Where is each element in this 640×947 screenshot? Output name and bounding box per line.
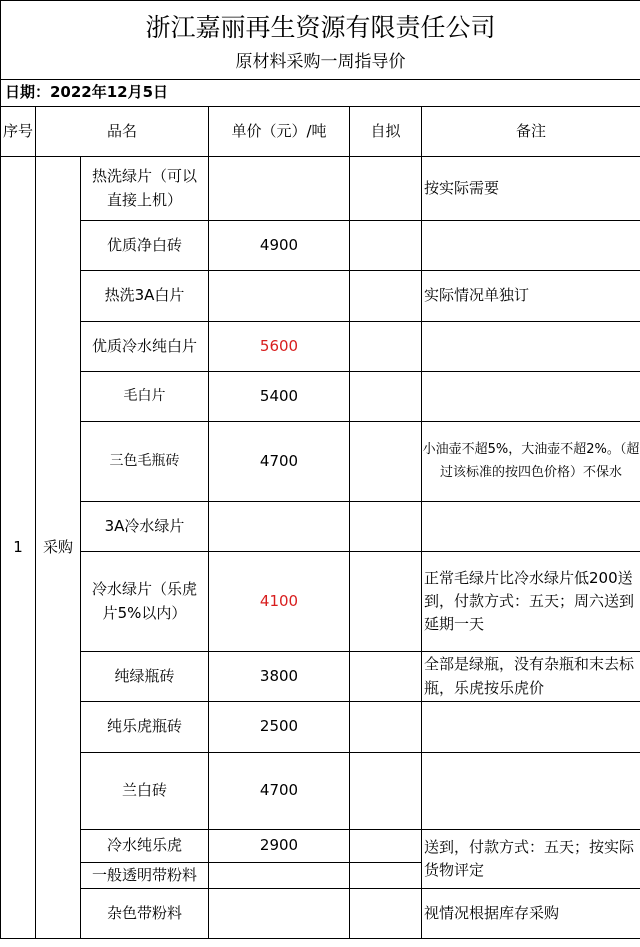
page-subtitle: 原材料采购一周指导价 bbox=[1, 49, 640, 80]
header-name: 品名 bbox=[36, 107, 209, 157]
item-self bbox=[350, 863, 422, 889]
seq-cell: 1 bbox=[1, 157, 36, 939]
item-name: 兰白砖 bbox=[81, 753, 209, 830]
table-row bbox=[1, 271, 640, 322]
item-name: 热洗绿片（可以直接上机） bbox=[81, 157, 209, 221]
item-price: 3800 bbox=[209, 652, 350, 702]
item-price: 2900 bbox=[209, 830, 350, 863]
item-remark: 按实际需要 bbox=[422, 157, 640, 221]
item-name: 一般透明带粉料 bbox=[81, 863, 209, 889]
table-row bbox=[1, 552, 640, 652]
table-row bbox=[1, 502, 640, 552]
item-self bbox=[350, 889, 422, 939]
table-row bbox=[1, 372, 640, 422]
item-price bbox=[209, 271, 350, 322]
item-remark: 视情况根据库存采购 bbox=[422, 889, 640, 939]
item-name: 纯绿瓶砖 bbox=[81, 652, 209, 702]
item-remark bbox=[422, 502, 640, 552]
table-row bbox=[1, 652, 640, 702]
table-row bbox=[1, 889, 640, 939]
table-row bbox=[1, 221, 640, 271]
item-price bbox=[209, 502, 350, 552]
item-remark: 实际情况单独订 bbox=[422, 271, 640, 322]
date-label: 日期：2022年12月5日 bbox=[1, 80, 640, 107]
item-name: 优质净白砖 bbox=[81, 221, 209, 271]
item-price: 5400 bbox=[209, 372, 350, 422]
item-self bbox=[350, 830, 422, 863]
item-price: 4100 bbox=[209, 552, 350, 652]
table-row bbox=[1, 322, 640, 372]
item-remark: 全部是绿瓶，没有杂瓶和末去标瓶，乐虎按乐虎价 bbox=[422, 652, 640, 702]
item-self bbox=[350, 372, 422, 422]
company-title: 浙江嘉丽再生资源有限责任公司 bbox=[1, 1, 640, 50]
item-price: 4700 bbox=[209, 753, 350, 830]
item-remark bbox=[422, 322, 640, 372]
table-row bbox=[1, 422, 640, 502]
item-name: 冷水纯乐虎 bbox=[81, 830, 209, 863]
item-remark bbox=[422, 702, 640, 753]
item-self bbox=[350, 157, 422, 221]
item-name: 纯乐虎瓶砖 bbox=[81, 702, 209, 753]
item-name: 热洗3A白片 bbox=[81, 271, 209, 322]
header-price: 单价（元）/吨 bbox=[209, 107, 350, 157]
item-remark bbox=[422, 753, 640, 830]
header-seq: 序号 bbox=[1, 107, 36, 157]
item-remark bbox=[422, 221, 640, 271]
category-cell: 采购 bbox=[36, 157, 81, 939]
item-name: 优质冷水纯白片 bbox=[81, 322, 209, 372]
item-self bbox=[350, 652, 422, 702]
item-price bbox=[209, 157, 350, 221]
item-self bbox=[350, 271, 422, 322]
item-price bbox=[209, 889, 350, 939]
header-remark: 备注 bbox=[422, 107, 640, 157]
table-row bbox=[1, 830, 640, 863]
item-remark: 送到，付款方式：五天；按实际货物评定 bbox=[422, 830, 640, 889]
item-remark bbox=[422, 372, 640, 422]
item-self bbox=[350, 322, 422, 372]
item-name: 毛白片 bbox=[81, 372, 209, 422]
item-price: 4700 bbox=[209, 422, 350, 502]
item-price bbox=[209, 863, 350, 889]
item-self bbox=[350, 422, 422, 502]
header-self: 自拟 bbox=[350, 107, 422, 157]
item-price: 4900 bbox=[209, 221, 350, 271]
item-price: 5600 bbox=[209, 322, 350, 372]
table-row bbox=[1, 157, 640, 221]
item-self bbox=[350, 702, 422, 753]
item-name: 杂色带粉料 bbox=[81, 889, 209, 939]
item-name: 冷水绿片（乐虎片5%以内） bbox=[81, 552, 209, 652]
item-self bbox=[350, 552, 422, 652]
item-self bbox=[350, 753, 422, 830]
table-row bbox=[1, 702, 640, 753]
item-name: 3A冷水绿片 bbox=[81, 502, 209, 552]
item-price: 2500 bbox=[209, 702, 350, 753]
item-remark: 小油壶不超5%，大油壶不超2%。（超过该标准的按四色价格）不保水 bbox=[422, 422, 640, 502]
table-row bbox=[1, 753, 640, 830]
item-self bbox=[350, 221, 422, 271]
item-self bbox=[350, 502, 422, 552]
item-remark: 正常毛绿片比冷水绿片低200送到，付款方式：五天；周六送到延期一天 bbox=[422, 552, 640, 652]
item-name: 三色毛瓶砖 bbox=[81, 422, 209, 502]
